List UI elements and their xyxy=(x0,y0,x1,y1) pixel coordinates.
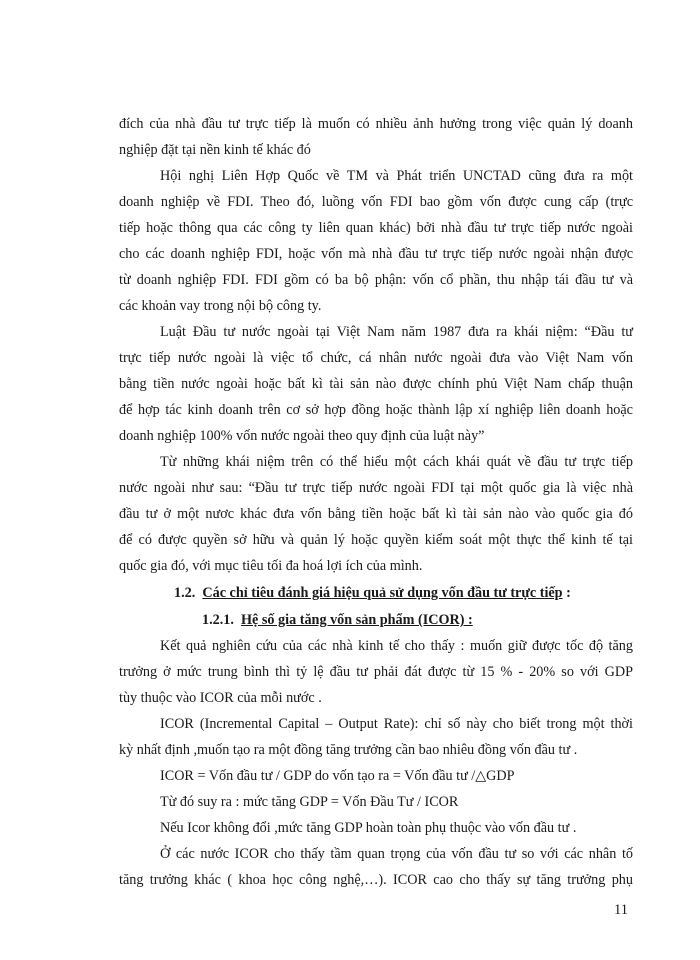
section-title: Các chỉ tiêu đánh giá hiệu quả sử dụng vốn đầu tư trực tiếp xyxy=(202,585,563,601)
text-line: doanh nghiệp 100% vốn nước ngoài theo quy định của luật này” xyxy=(119,428,485,444)
text-line: doanh nghiệp về FDI. Theo đó, luồng vốn FDI bao gồm vốn được cung cấp (trực xyxy=(119,194,633,210)
text-line: tùy thuộc vào ICOR của mỗi nước . xyxy=(119,690,322,706)
formula-line: ICOR = Vốn đầu tư / GDP do vốn tạo ra = Vốn đầu tư /△GDP xyxy=(160,768,515,784)
text-line: bằng tiền nước ngoài hoặc bất kì tài sản nào được chính phủ Việt Nam chấp thuận xyxy=(119,376,633,392)
text-line: ICOR (Incremental Capital – Output Rate): chỉ số này cho biết trong một thời xyxy=(160,716,633,732)
text-line: Luật Đầu tư nước ngoài tại Việt Nam năm 1987 đưa ra khái niệm: “Đầu tư xyxy=(160,324,633,340)
text-line: Nếu Icor không đổi ,mức tăng GDP hoàn toàn phụ thuộc vào vốn đầu tư . xyxy=(160,820,577,836)
section-heading xyxy=(174,584,634,602)
page-number: 11 xyxy=(614,902,628,918)
text-line: kỳ nhất định ,muốn tạo ra một đồng tăng trưởng cần bao nhiêu đồng vốn đầu tư . xyxy=(119,742,578,758)
text-line: đầu tư ở một nươc khác đưa vốn bằng tiền hoặc bất kì tài sản nào vào quốc gia đó xyxy=(119,506,633,522)
text-line: các khoản vay trong nội bộ công ty. xyxy=(119,298,322,314)
text-line: nghiệp đặt tại nền kinh tế khác đó xyxy=(119,142,311,158)
text-line: quốc gia đó, với mục tiêu tối đa hoá lợi ích của mình. xyxy=(119,558,423,574)
text-line: Hội nghị Liên Hợp Quốc về TM và Phát triển UNCTAD cũng đưa ra một xyxy=(160,168,633,184)
text-line: trưởng ở mức trung bình thì tỷ lệ đầu tư phải đát được từ 15 % - 20% so với GDP xyxy=(119,664,633,680)
section-number: 1.2. xyxy=(174,585,196,601)
text-line: tăng trưởng khác ( khoa học công nghệ,…). ICOR cao cho thấy sự tăng trưởng phụ xyxy=(119,872,633,888)
subsection-heading xyxy=(202,611,582,629)
text-line: Ở các nước ICOR cho thấy tầm quan trọng của vốn đầu tư so với các nhân tố xyxy=(160,846,633,862)
formula-line: Từ đó suy ra : mức tăng GDP = Vốn Đầu Tư / ICOR xyxy=(160,794,459,810)
subsection-title: Hệ số gia tăng vốn sản phẩm (ICOR) : xyxy=(241,612,473,628)
section-suffix: : xyxy=(562,585,571,601)
subsection-number: 1.2.1. xyxy=(202,612,234,628)
text-line: để có được quyền sở hữu và quản lý hoặc quyền kiểm soát một thực thể kinh tế tại xyxy=(119,532,633,548)
text-line: để hợp tác kinh doanh trên cơ sở hợp đồng hoặc thành lập xí nghiệp liên doanh hoặc xyxy=(119,402,633,418)
text-line: từ doanh nghiệp FDI. FDI gồm có ba bộ phận: vốn cổ phần, thu nhập tái đầu tư và xyxy=(119,272,633,288)
text-line: Kết quả nghiên cứu của các nhà kinh tế cho thấy : muốn giữ được tốc độ tăng xyxy=(160,638,633,654)
text-line: Từ những khái niệm trên có thể hiểu một cách khái quát về đầu tư trực tiếp xyxy=(160,454,633,470)
text-line: trực tiếp nước ngoài là việc tổ chức, cá nhân nước ngoài đưa vào Việt Nam vốn xyxy=(119,350,633,366)
text-line: cho các doanh nghiệp FDI, hoặc vốn mà nhà đầu tư trực tiếp nước ngoài nhận được xyxy=(119,246,633,262)
text-line: nước ngoài như sau: “Đầu tư trực tiếp nước ngoài FDI tại một quốc gia là việc nhà xyxy=(119,480,633,496)
text-line: tiếp hoặc thông qua các công ty liên quan khác) bởi nhà đầu tư trực tiếp nước ngoài xyxy=(119,220,633,236)
text-line: đích của nhà đầu tư trực tiếp là muốn có nhiều ảnh hưởng trong việc quản lý doanh xyxy=(119,116,633,132)
